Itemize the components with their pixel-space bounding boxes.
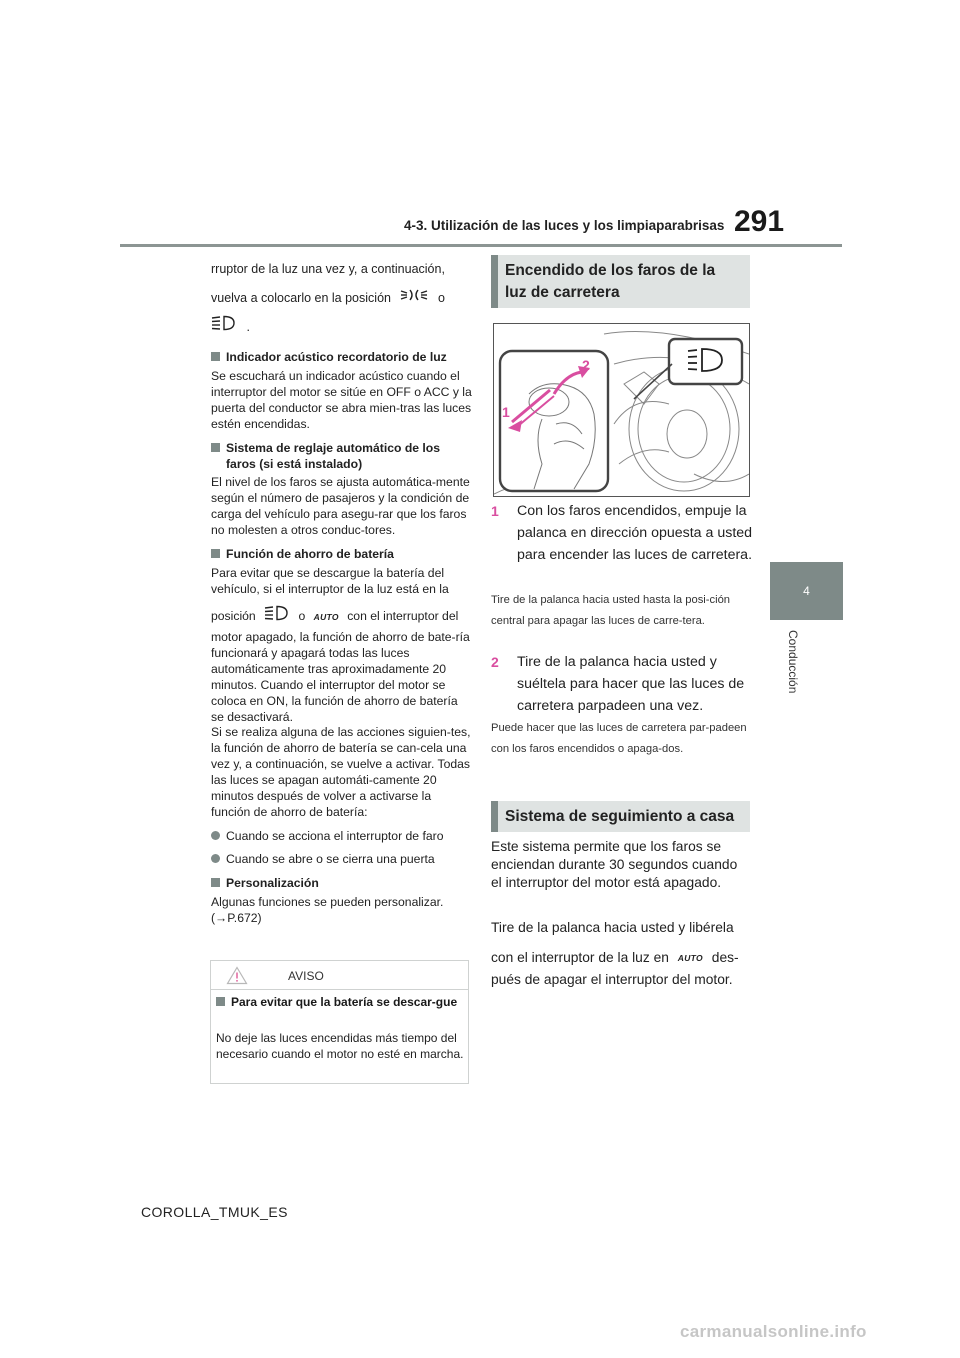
subsection-reminder-buzzer	[211, 350, 473, 366]
list-item	[211, 852, 473, 868]
paragraph: Se escuchará un indicador acústico cuando el interruptor del motor se sitúe en OFF o ACC y la puerta del conductor se abra mien-tras las luces estén encendidas.	[211, 369, 472, 431]
subsection-title: Personalización	[226, 876, 319, 891]
paragraph: Si se realiza alguna de las acciones siguien-tes, la función de ahorro de batería se can-cela una vez y, a continuación, se vuelve a activar. Todas las luces se apagan automáti-camente 20 minutos después de volver a activarse la función de ahorro de batería:	[211, 725, 471, 819]
step-2	[491, 651, 753, 717]
watermark: carmanualsonline.info	[680, 1322, 867, 1341]
step-text: Con los faros encendidos, empuje la palanca en dirección opuesta a usted para encender las luces de carretera.	[517, 503, 753, 563]
paragraph: Este sistema permite que los faros se enciendan durante 30 segundos cuando el interruptor del motor está apagado.	[491, 839, 738, 890]
subsection-title: Función de ahorro de batería	[226, 546, 394, 561]
step-number: 1	[491, 503, 499, 519]
square-bullet-icon	[211, 878, 220, 887]
left-column	[211, 255, 473, 927]
callout-2: 2	[582, 357, 590, 373]
warning-box	[210, 960, 469, 1084]
warning-body: No deje las luces encendidas más tiempo del necesario cuando el motor no esté en marcha.	[216, 1031, 464, 1061]
position-line-post: con el interruptor del	[347, 609, 459, 624]
header-rule	[120, 244, 842, 247]
list-item-text: Cuando se acciona el interruptor de faro	[226, 828, 444, 843]
callout-1: 1	[502, 404, 510, 420]
lever-illustration-graphic	[494, 324, 749, 496]
list-item	[211, 829, 473, 845]
lever-illustration	[493, 323, 750, 497]
section-title: 4-3. Utilización de las luces y los limpiaparabrisas	[404, 218, 725, 233]
paragraph-line: Tire de la palanca hacia usted y libérela	[491, 920, 734, 935]
section-heading-text: Encendido de los faros de la luz de carretera	[505, 262, 716, 302]
position-line	[211, 603, 473, 630]
paragraph: Para evitar que se descargue la batería del vehículo, si el interruptor de la luz está en la	[211, 565, 449, 596]
circle-bullet-icon	[211, 831, 220, 840]
paragraph: El nivel de los faros se ajusta automática-mente según el número de pasajeros y la condición de carga del vehículo para asegu-rar que los faros no molesten a otros conduc-tores.	[211, 475, 470, 537]
paragraph: Algunas funciones se pueden personalizar. (→P.672)	[211, 895, 444, 925]
warning-triangle-icon	[226, 966, 248, 990]
page-number: 291	[734, 205, 785, 238]
section-heading-high-beam	[491, 255, 750, 308]
paragraph-line-post: des-	[711, 950, 739, 965]
warning-subtitle	[216, 995, 461, 1010]
subsection-customization	[211, 876, 473, 892]
step-text: Tire de la palanca hacia usted y suéltela para hacer que las luces de carretera parpadeen una vez.	[517, 654, 745, 714]
parking-light-icon	[400, 284, 428, 313]
position-line-pre: posición	[211, 609, 256, 624]
subsection-battery-saver	[211, 547, 473, 563]
heading-bar	[491, 801, 498, 832]
warning-title: AVISO	[288, 969, 324, 983]
auto-icon: AUTO	[677, 953, 703, 964]
heading-bar	[491, 255, 498, 308]
lead-line-3	[211, 313, 473, 342]
paragraph-line	[491, 949, 739, 967]
warning-subtitle-text: Para evitar que la batería se descar-gue	[231, 995, 458, 1009]
section-heading-text: Sistema de seguimiento a casa	[505, 808, 735, 825]
headlight-icon	[264, 604, 290, 630]
square-bullet-icon	[211, 443, 220, 452]
subsection-title: Indicador acústico recordatorio de luz	[226, 350, 447, 365]
lead-line-2-post: o	[437, 291, 445, 305]
lead-line-2-pre: vuelva a colocarlo en la posición	[211, 291, 391, 305]
section-heading-follow-me-home	[491, 801, 750, 832]
square-bullet-icon	[211, 352, 220, 361]
square-bullet-icon	[211, 549, 220, 558]
lead-line-1: rruptor de la luz una vez y, a continuación,	[211, 262, 445, 276]
document-code: COROLLA_TMUK_ES	[141, 1204, 288, 1220]
list-item-text: Cuando se abre o se cierra una puerta	[226, 852, 435, 867]
step-1	[491, 500, 753, 566]
position-line-mid: o	[298, 609, 306, 624]
chapter-tab: 4	[770, 562, 843, 620]
warning-header	[211, 961, 468, 990]
circle-bullet-icon	[211, 854, 220, 863]
step-number: 2	[491, 654, 499, 670]
step-1-note: Tire de la palanca hacia usted hasta la posi-ción central para apagar las luces de carre-tera.	[491, 594, 731, 627]
lead-line-2	[211, 284, 473, 313]
auto-icon: AUTO	[313, 612, 339, 623]
subsection-auto-leveling	[211, 441, 473, 473]
paragraph-line: pués de apagar el interruptor del motor.	[491, 972, 733, 987]
chapter-label	[786, 630, 806, 710]
subsection-title: Sistema de reglaje automático de los faros (si está instalado)	[226, 440, 441, 471]
lead-line-3-post: .	[246, 320, 250, 335]
square-bullet-icon	[216, 997, 225, 1006]
step-2-note: Puede hacer que las luces de carretera par-padeen con los faros encendidos o apaga-dos.	[491, 722, 747, 755]
paragraph: motor apagado, la función de ahorro de bate-ría funcionará y apagará todas las luces automáticamente tras aproximadamente 20 minutos. Cuando el interruptor del motor se coloca en ON, la función de ahorro de batería se desactivará.	[211, 630, 470, 724]
headlight-icon	[211, 313, 237, 342]
paragraph-line-pre: con el interruptor de la luz en	[491, 950, 669, 965]
chapter-label-text: Conducción	[786, 630, 800, 694]
